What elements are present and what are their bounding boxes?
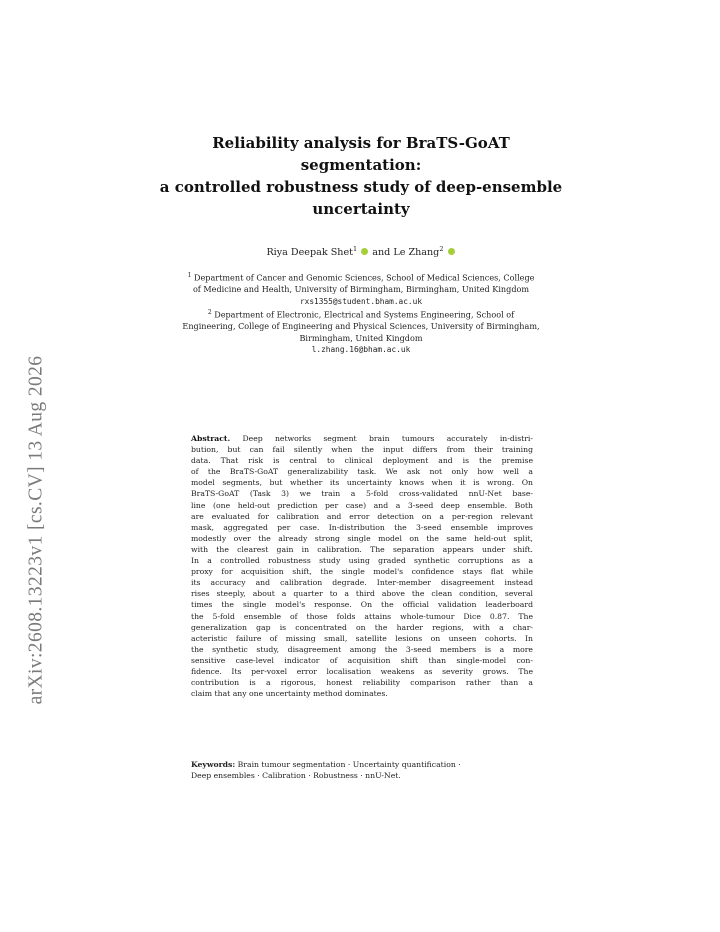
keywords-line: Deep ensembles · Calibration · Robustness · nnU-Net.: [191, 771, 401, 781]
abstract-line: acteristic failure of missing small, satellite lesions on unseen cohorts. In: [191, 633, 533, 643]
abstract-line: generalization gap is concentrated on the harder regions, with a char-: [191, 622, 533, 632]
author-list: [150, 245, 572, 258]
author-conjunction: and: [369, 247, 394, 259]
abstract: [191, 433, 533, 699]
abstract-line: with the clearest gain in calibration. The separation appears under shift.: [191, 544, 533, 554]
affiliation-line: Engineering, College of Engineering and Physical Sciences, University of Birmingham,: [182, 321, 540, 332]
arxiv-identifier: arXiv:2608.13223v1 [cs.CV] 13 Aug 2026: [25, 355, 46, 705]
abstract-line: times the single model's response. On the official validation leaderboard: [191, 600, 533, 610]
abstract-line: bution, but can fail silently when the input differs from their training: [191, 445, 533, 455]
title-line: a controlled robustness study of deep-ensemble: [159, 178, 563, 196]
affiliation-line: of Medicine and Health, University of Birmingham, Birmingham, United Kingdom: [192, 284, 530, 295]
abstract-line: In a controlled robustness study using graded synthetic corruptions as a: [191, 556, 533, 566]
orcid-icon[interactable]: [448, 248, 455, 255]
abstract-line: data. That risk is central to clinical deployment and is the premise: [191, 456, 533, 466]
title-line: segmentation:: [300, 156, 422, 174]
abstract-line: line (one held-out prediction per case) and a 3-seed deep ensemble. Both: [191, 500, 533, 510]
abstract-line: claim that any one uncertainty method dominates.: [191, 689, 388, 699]
arxiv-sidebar: [19, 330, 53, 730]
abstract-line: model segments, but whether its uncertainty knows when it is wrong. On: [191, 478, 533, 488]
abstract-label: Abstract.: [191, 434, 231, 443]
keywords-label: Keywords:: [191, 760, 236, 769]
abstract-line: sensitive case-level indicator of acquisition shift than single-model con-: [191, 655, 533, 665]
keywords-line: Keywords: Brain tumour segmentation · Uncertainty quantification ·: [191, 760, 461, 769]
abstract-line: the synthetic study, disagreement among the 3-seed members is a more: [191, 644, 533, 654]
author-email[interactable]: l.zhang.16@bham.ac.uk: [311, 345, 411, 355]
abstract-line: contribution is a rigorous, honest reliability comparison rather than a: [191, 678, 533, 688]
affiliations: [150, 270, 572, 356]
abstract-line: the 5-fold ensemble of those folds attains whole-tumour Dice 0.87. The: [191, 611, 533, 621]
affiliation-mark: 1: [187, 272, 192, 279]
keywords: [191, 759, 533, 781]
affiliation-line: $^2$ Department of Electronic, Electrical and Systems Engineering, School of: [207, 309, 515, 320]
abstract-line: mask, aggregated per case. In-distribution the 3-seed ensemble improves: [191, 522, 533, 532]
abstract-line: its accuracy and calibration degrade. Inter-member disagreement instead: [191, 578, 533, 588]
abstract-line: modestly over the already strong single model on the same held-out split,: [191, 533, 533, 543]
abstract-line: Abstract. Deep networks segment brain tumours accurately in-distri-: [191, 434, 533, 443]
affiliation-line: Birmingham, United Kingdom: [299, 332, 423, 343]
abstract-line: are evaluated for calibration and error detection on a per-region relevant: [191, 511, 533, 521]
abstract-line: fidence. Its per-voxel error localisation weakens as severity grows. The: [191, 666, 533, 676]
abstract-line: rises steeply, about a quarter to a third above the clean condition, several: [191, 589, 533, 599]
affiliation-mark: 2: [207, 309, 212, 317]
affiliation-line: $^1$ Department of Cancer and Genomic Sciences, School of Medical Sciences, College: [187, 272, 535, 283]
title-line: uncertainty: [312, 200, 410, 218]
abstract-line: of the BraTS-GoAT generalizability task. We ask not only how well a: [191, 467, 533, 477]
abstract-line: BraTS-GoAT (Task 3) we train a 5-fold cross-validated nnU-Net base-: [191, 489, 533, 499]
author-name: Riya Deepak Shet: [266, 247, 353, 259]
author-email[interactable]: rxs1355@student.bham.ac.uk: [299, 296, 423, 306]
author-name: Le Zhang: [393, 247, 440, 259]
paper-title: [150, 132, 572, 220]
orcid-icon[interactable]: [361, 248, 368, 255]
author-affiliation-mark: 1: [353, 245, 358, 253]
abstract-line: proxy for acquisition shift, the single model's confidence stays flat while: [191, 567, 533, 577]
title-line: Reliability analysis for BraTS-GoAT: [212, 134, 510, 152]
author-affiliation-mark: 2: [439, 245, 444, 253]
